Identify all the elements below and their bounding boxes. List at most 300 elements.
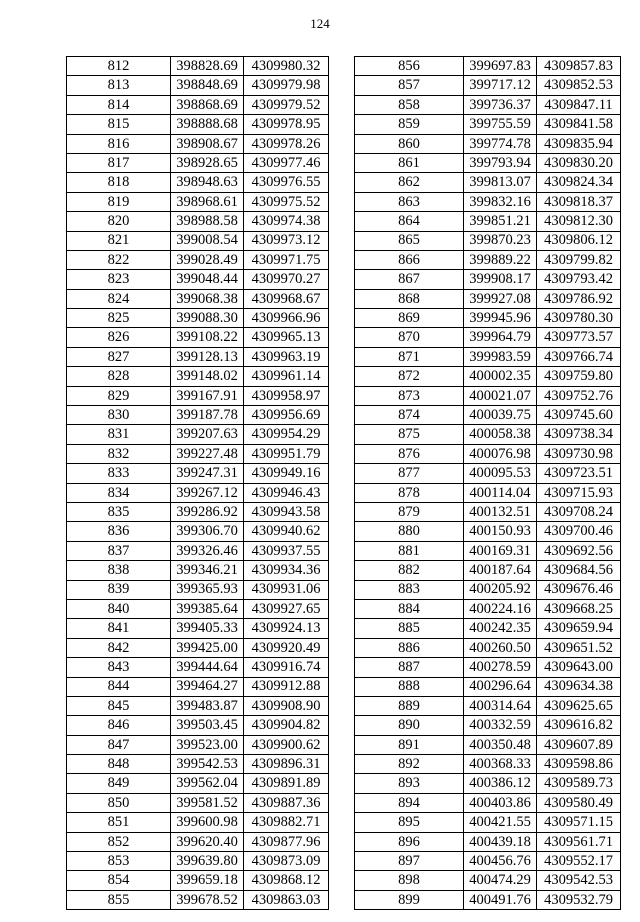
x-coordinate-cell: 400021.07: [464, 386, 537, 405]
x-coordinate-cell: 399444.64: [171, 658, 244, 677]
x-coordinate-cell: 399659.18: [171, 871, 244, 890]
table-row: [355, 832, 621, 851]
y-coordinate-cell: 4309643.00: [537, 658, 621, 677]
table-row: [355, 367, 621, 386]
point-number-cell: 888: [355, 677, 464, 696]
point-number-cell: 892: [355, 755, 464, 774]
table-row: [67, 483, 329, 502]
table-row: [355, 483, 621, 502]
point-number-cell: 897: [355, 852, 464, 871]
table-row: [67, 134, 329, 153]
x-coordinate-cell: 399736.37: [464, 95, 537, 114]
y-coordinate-cell: 4309723.51: [537, 464, 621, 483]
point-number-cell: 865: [355, 231, 464, 250]
y-coordinate-cell: 4309571.15: [537, 813, 621, 832]
table-row: [67, 367, 329, 386]
x-coordinate-cell: 398948.63: [171, 173, 244, 192]
table-row: [355, 774, 621, 793]
table-row: [355, 502, 621, 521]
x-coordinate-cell: 399832.16: [464, 192, 537, 211]
x-coordinate-cell: 399639.80: [171, 852, 244, 871]
point-number-cell: 876: [355, 444, 464, 463]
point-number-cell: 854: [67, 871, 171, 890]
table-row: [67, 289, 329, 308]
point-number-cell: 848: [67, 755, 171, 774]
y-coordinate-cell: 4309943.58: [244, 502, 329, 521]
x-coordinate-cell: 399167.91: [171, 386, 244, 405]
y-coordinate-cell: 4309908.90: [244, 696, 329, 715]
table-row: [67, 541, 329, 560]
point-number-cell: 828: [67, 367, 171, 386]
y-coordinate-cell: 4309974.38: [244, 212, 329, 231]
point-number-cell: 837: [67, 541, 171, 560]
x-coordinate-cell: 398848.69: [171, 76, 244, 95]
point-number-cell: 859: [355, 115, 464, 134]
y-coordinate-cell: 4309700.46: [537, 522, 621, 541]
x-coordinate-cell: 399889.22: [464, 250, 537, 269]
x-coordinate-cell: 399207.63: [171, 425, 244, 444]
x-coordinate-cell: 400439.18: [464, 832, 537, 851]
point-number-cell: 853: [67, 852, 171, 871]
y-coordinate-cell: 4309668.25: [537, 599, 621, 618]
x-coordinate-cell: 399108.22: [171, 328, 244, 347]
y-coordinate-cell: 4309625.65: [537, 696, 621, 715]
y-coordinate-cell: 4309956.69: [244, 406, 329, 425]
x-coordinate-cell: 399697.83: [464, 57, 537, 76]
table-row: [67, 153, 329, 172]
table-row: [67, 813, 329, 832]
point-number-cell: 846: [67, 716, 171, 735]
point-number-cell: 896: [355, 832, 464, 851]
y-coordinate-cell: 4309841.58: [537, 115, 621, 134]
table-row: [67, 328, 329, 347]
x-coordinate-cell: 399562.04: [171, 774, 244, 793]
y-coordinate-cell: 4309532.79: [537, 890, 621, 909]
x-coordinate-cell: 399148.02: [171, 367, 244, 386]
point-number-cell: 843: [67, 658, 171, 677]
table-row: [355, 134, 621, 153]
x-coordinate-cell: 399542.53: [171, 755, 244, 774]
point-number-cell: 858: [355, 95, 464, 114]
y-coordinate-cell: 4309976.55: [244, 173, 329, 192]
x-coordinate-cell: 399755.59: [464, 115, 537, 134]
x-coordinate-cell: 399405.33: [171, 619, 244, 638]
y-coordinate-cell: 4309965.13: [244, 328, 329, 347]
table-row: [67, 57, 329, 76]
x-coordinate-cell: 399068.38: [171, 289, 244, 308]
table-row: [355, 153, 621, 172]
y-coordinate-cell: 4309951.79: [244, 444, 329, 463]
coordinate-table-left: [66, 56, 329, 910]
x-coordinate-cell: 400296.64: [464, 677, 537, 696]
x-coordinate-cell: 400002.35: [464, 367, 537, 386]
y-coordinate-cell: 4309589.73: [537, 774, 621, 793]
table-row: [67, 173, 329, 192]
x-coordinate-cell: 398968.61: [171, 192, 244, 211]
table-row: [355, 677, 621, 696]
point-number-cell: 871: [355, 347, 464, 366]
table-row: [67, 561, 329, 580]
y-coordinate-cell: 4309975.52: [244, 192, 329, 211]
y-coordinate-cell: 4309651.52: [537, 638, 621, 657]
y-coordinate-cell: 4309715.93: [537, 483, 621, 502]
y-coordinate-cell: 4309877.96: [244, 832, 329, 851]
x-coordinate-cell: 400039.75: [464, 406, 537, 425]
point-number-cell: 882: [355, 561, 464, 580]
x-coordinate-cell: 400456.76: [464, 852, 537, 871]
table-row: [67, 774, 329, 793]
x-coordinate-cell: 399813.07: [464, 173, 537, 192]
table-row: [355, 735, 621, 754]
y-coordinate-cell: 4309979.98: [244, 76, 329, 95]
point-number-cell: 850: [67, 793, 171, 812]
y-coordinate-cell: 4309873.09: [244, 852, 329, 871]
point-number-cell: 894: [355, 793, 464, 812]
x-coordinate-cell: 398928.65: [171, 153, 244, 172]
y-coordinate-cell: 4309786.92: [537, 289, 621, 308]
y-coordinate-cell: 4309971.75: [244, 250, 329, 269]
x-coordinate-cell: 400242.35: [464, 619, 537, 638]
x-coordinate-cell: 399346.21: [171, 561, 244, 580]
x-coordinate-cell: 399793.94: [464, 153, 537, 172]
y-coordinate-cell: 4309946.43: [244, 483, 329, 502]
x-coordinate-cell: 399088.30: [171, 309, 244, 328]
y-coordinate-cell: 4309835.94: [537, 134, 621, 153]
y-coordinate-cell: 4309896.31: [244, 755, 329, 774]
y-coordinate-cell: 4309692.56: [537, 541, 621, 560]
table-row: [67, 580, 329, 599]
y-coordinate-cell: 4309830.20: [537, 153, 621, 172]
table-row: [355, 890, 621, 909]
x-coordinate-cell: 400278.59: [464, 658, 537, 677]
y-coordinate-cell: 4309806.12: [537, 231, 621, 250]
table-row: [67, 716, 329, 735]
point-number-cell: 863: [355, 192, 464, 211]
table-row: [355, 57, 621, 76]
point-number-cell: 870: [355, 328, 464, 347]
table-row: [67, 871, 329, 890]
table-row: [355, 406, 621, 425]
point-number-cell: 814: [67, 95, 171, 114]
point-number-cell: 819: [67, 192, 171, 211]
point-number-cell: 880: [355, 522, 464, 541]
table-row: [67, 832, 329, 851]
x-coordinate-cell: 398828.69: [171, 57, 244, 76]
table-row: [355, 696, 621, 715]
coordinate-table-right: [354, 56, 621, 910]
table-row: [355, 522, 621, 541]
x-coordinate-cell: 399908.17: [464, 270, 537, 289]
y-coordinate-cell: 4309542.53: [537, 871, 621, 890]
x-coordinate-cell: 399286.92: [171, 502, 244, 521]
x-coordinate-cell: 399048.44: [171, 270, 244, 289]
table-row: [67, 619, 329, 638]
table-row: [67, 425, 329, 444]
table-row: [67, 76, 329, 95]
y-coordinate-cell: 4309799.82: [537, 250, 621, 269]
point-number-cell: 845: [67, 696, 171, 715]
point-number-cell: 849: [67, 774, 171, 793]
x-coordinate-cell: 399983.59: [464, 347, 537, 366]
x-coordinate-cell: 399187.78: [171, 406, 244, 425]
y-coordinate-cell: 4309887.36: [244, 793, 329, 812]
y-coordinate-cell: 4309812.30: [537, 212, 621, 231]
point-number-cell: 893: [355, 774, 464, 793]
table-row: [355, 250, 621, 269]
x-coordinate-cell: 400368.33: [464, 755, 537, 774]
y-coordinate-cell: 4309847.11: [537, 95, 621, 114]
point-number-cell: 899: [355, 890, 464, 909]
x-coordinate-cell: 400095.53: [464, 464, 537, 483]
table-row: [355, 619, 621, 638]
y-coordinate-cell: 4309954.29: [244, 425, 329, 444]
point-number-cell: 818: [67, 173, 171, 192]
point-number-cell: 877: [355, 464, 464, 483]
y-coordinate-cell: 4309978.26: [244, 134, 329, 153]
y-coordinate-cell: 4309963.19: [244, 347, 329, 366]
table-row: [355, 793, 621, 812]
x-coordinate-cell: 400132.51: [464, 502, 537, 521]
table-row: [355, 755, 621, 774]
point-number-cell: 830: [67, 406, 171, 425]
table-row: [355, 270, 621, 289]
x-coordinate-cell: 400260.50: [464, 638, 537, 657]
point-number-cell: 815: [67, 115, 171, 134]
y-coordinate-cell: 4309852.53: [537, 76, 621, 95]
y-coordinate-cell: 4309900.62: [244, 735, 329, 754]
y-coordinate-cell: 4309891.89: [244, 774, 329, 793]
table-row: [355, 444, 621, 463]
point-number-cell: 887: [355, 658, 464, 677]
table-row: [355, 716, 621, 735]
y-coordinate-cell: 4309882.71: [244, 813, 329, 832]
y-coordinate-cell: 4309931.06: [244, 580, 329, 599]
table-row: [355, 813, 621, 832]
table-row: [67, 890, 329, 909]
table-row: [67, 755, 329, 774]
table-row: [67, 406, 329, 425]
table-row: [67, 599, 329, 618]
y-coordinate-cell: 4309793.42: [537, 270, 621, 289]
point-number-cell: 841: [67, 619, 171, 638]
y-coordinate-cell: 4309973.12: [244, 231, 329, 250]
x-coordinate-cell: 400491.76: [464, 890, 537, 909]
point-number-cell: 822: [67, 250, 171, 269]
point-number-cell: 835: [67, 502, 171, 521]
point-number-cell: 834: [67, 483, 171, 502]
y-coordinate-cell: 4309868.12: [244, 871, 329, 890]
y-coordinate-cell: 4309580.49: [537, 793, 621, 812]
table-row: [67, 115, 329, 134]
x-coordinate-cell: 399503.45: [171, 716, 244, 735]
point-number-cell: 889: [355, 696, 464, 715]
x-coordinate-cell: 400421.55: [464, 813, 537, 832]
y-coordinate-cell: 4309924.13: [244, 619, 329, 638]
x-coordinate-cell: 398888.68: [171, 115, 244, 134]
table-row: [67, 309, 329, 328]
table-row: [355, 95, 621, 114]
y-coordinate-cell: 4309659.94: [537, 619, 621, 638]
x-coordinate-cell: 399678.52: [171, 890, 244, 909]
x-coordinate-cell: 400114.04: [464, 483, 537, 502]
table-row: [67, 444, 329, 463]
table-row: [67, 192, 329, 211]
x-coordinate-cell: 399927.08: [464, 289, 537, 308]
x-coordinate-cell: 399464.27: [171, 677, 244, 696]
point-number-cell: 823: [67, 270, 171, 289]
y-coordinate-cell: 4309912.88: [244, 677, 329, 696]
point-number-cell: 847: [67, 735, 171, 754]
x-coordinate-cell: 399008.54: [171, 231, 244, 250]
coordinate-table-right-body: [355, 57, 621, 910]
y-coordinate-cell: 4309561.71: [537, 832, 621, 851]
table-row: [67, 852, 329, 871]
point-number-cell: 840: [67, 599, 171, 618]
point-number-cell: 895: [355, 813, 464, 832]
table-row: [67, 735, 329, 754]
x-coordinate-cell: 399028.49: [171, 250, 244, 269]
point-number-cell: 861: [355, 153, 464, 172]
point-number-cell: 844: [67, 677, 171, 696]
point-number-cell: 866: [355, 250, 464, 269]
point-number-cell: 878: [355, 483, 464, 502]
table-row: [355, 425, 621, 444]
table-row: [355, 347, 621, 366]
point-number-cell: 867: [355, 270, 464, 289]
point-number-cell: 869: [355, 309, 464, 328]
point-number-cell: 891: [355, 735, 464, 754]
y-coordinate-cell: 4309738.34: [537, 425, 621, 444]
point-number-cell: 825: [67, 309, 171, 328]
y-coordinate-cell: 4309966.96: [244, 309, 329, 328]
y-coordinate-cell: 4309752.76: [537, 386, 621, 405]
point-number-cell: 851: [67, 813, 171, 832]
point-number-cell: 824: [67, 289, 171, 308]
table-row: [355, 871, 621, 890]
x-coordinate-cell: 398908.67: [171, 134, 244, 153]
point-number-cell: 829: [67, 386, 171, 405]
y-coordinate-cell: 4309708.24: [537, 502, 621, 521]
table-row: [67, 793, 329, 812]
table-row: [67, 231, 329, 250]
page-number: 124: [310, 16, 330, 31]
x-coordinate-cell: 400169.31: [464, 541, 537, 560]
x-coordinate-cell: 399128.13: [171, 347, 244, 366]
y-coordinate-cell: 4309916.74: [244, 658, 329, 677]
point-number-cell: 868: [355, 289, 464, 308]
y-coordinate-cell: 4309937.55: [244, 541, 329, 560]
point-number-cell: 864: [355, 212, 464, 231]
x-coordinate-cell: 400332.59: [464, 716, 537, 735]
x-coordinate-cell: 399326.46: [171, 541, 244, 560]
table-row: [67, 696, 329, 715]
y-coordinate-cell: 4309940.62: [244, 522, 329, 541]
y-coordinate-cell: 4309780.30: [537, 309, 621, 328]
table-row: [355, 328, 621, 347]
y-coordinate-cell: 4309920.49: [244, 638, 329, 657]
y-coordinate-cell: 4309863.03: [244, 890, 329, 909]
point-number-cell: 874: [355, 406, 464, 425]
point-number-cell: 881: [355, 541, 464, 560]
table-row: [355, 386, 621, 405]
point-number-cell: 826: [67, 328, 171, 347]
point-number-cell: 831: [67, 425, 171, 444]
y-coordinate-cell: 4309824.34: [537, 173, 621, 192]
table-row: [355, 309, 621, 328]
x-coordinate-cell: 399620.40: [171, 832, 244, 851]
x-coordinate-cell: 399365.93: [171, 580, 244, 599]
table-row: [67, 638, 329, 657]
x-coordinate-cell: 399267.12: [171, 483, 244, 502]
point-number-cell: 872: [355, 367, 464, 386]
table-row: [355, 212, 621, 231]
x-coordinate-cell: 399306.70: [171, 522, 244, 541]
table-row: [355, 561, 621, 580]
x-coordinate-cell: 400076.98: [464, 444, 537, 463]
point-number-cell: 855: [67, 890, 171, 909]
point-number-cell: 838: [67, 561, 171, 580]
x-coordinate-cell: 400403.86: [464, 793, 537, 812]
table-row: [67, 212, 329, 231]
y-coordinate-cell: 4309730.98: [537, 444, 621, 463]
y-coordinate-cell: 4309598.86: [537, 755, 621, 774]
point-number-cell: 856: [355, 57, 464, 76]
y-coordinate-cell: 4309904.82: [244, 716, 329, 735]
point-number-cell: 820: [67, 212, 171, 231]
table-row: [355, 599, 621, 618]
table-row: [355, 115, 621, 134]
point-number-cell: 862: [355, 173, 464, 192]
x-coordinate-cell: 399851.21: [464, 212, 537, 231]
x-coordinate-cell: 399600.98: [171, 813, 244, 832]
y-coordinate-cell: 4309979.52: [244, 95, 329, 114]
table-row: [355, 192, 621, 211]
y-coordinate-cell: 4309684.56: [537, 561, 621, 580]
point-number-cell: 833: [67, 464, 171, 483]
y-coordinate-cell: 4309978.95: [244, 115, 329, 134]
table-row: [67, 270, 329, 289]
point-number-cell: 852: [67, 832, 171, 851]
point-number-cell: 842: [67, 638, 171, 657]
y-coordinate-cell: 4309773.57: [537, 328, 621, 347]
point-number-cell: 812: [67, 57, 171, 76]
x-coordinate-cell: 400205.92: [464, 580, 537, 599]
point-number-cell: 821: [67, 231, 171, 250]
x-coordinate-cell: 399247.31: [171, 464, 244, 483]
y-coordinate-cell: 4309934.36: [244, 561, 329, 580]
x-coordinate-cell: 400187.64: [464, 561, 537, 580]
point-number-cell: 885: [355, 619, 464, 638]
y-coordinate-cell: 4309745.60: [537, 406, 621, 425]
point-number-cell: 890: [355, 716, 464, 735]
point-number-cell: 813: [67, 76, 171, 95]
y-coordinate-cell: 4309607.89: [537, 735, 621, 754]
point-number-cell: 817: [67, 153, 171, 172]
x-coordinate-cell: 398988.58: [171, 212, 244, 231]
x-coordinate-cell: 399581.52: [171, 793, 244, 812]
table-row: [67, 658, 329, 677]
x-coordinate-cell: 399870.23: [464, 231, 537, 250]
point-number-cell: 857: [355, 76, 464, 95]
y-coordinate-cell: 4309616.82: [537, 716, 621, 735]
point-number-cell: 898: [355, 871, 464, 890]
y-coordinate-cell: 4309759.80: [537, 367, 621, 386]
table-row: [355, 76, 621, 95]
table-row: [355, 638, 621, 657]
point-number-cell: 875: [355, 425, 464, 444]
x-coordinate-cell: 400224.16: [464, 599, 537, 618]
x-coordinate-cell: 399425.00: [171, 638, 244, 657]
